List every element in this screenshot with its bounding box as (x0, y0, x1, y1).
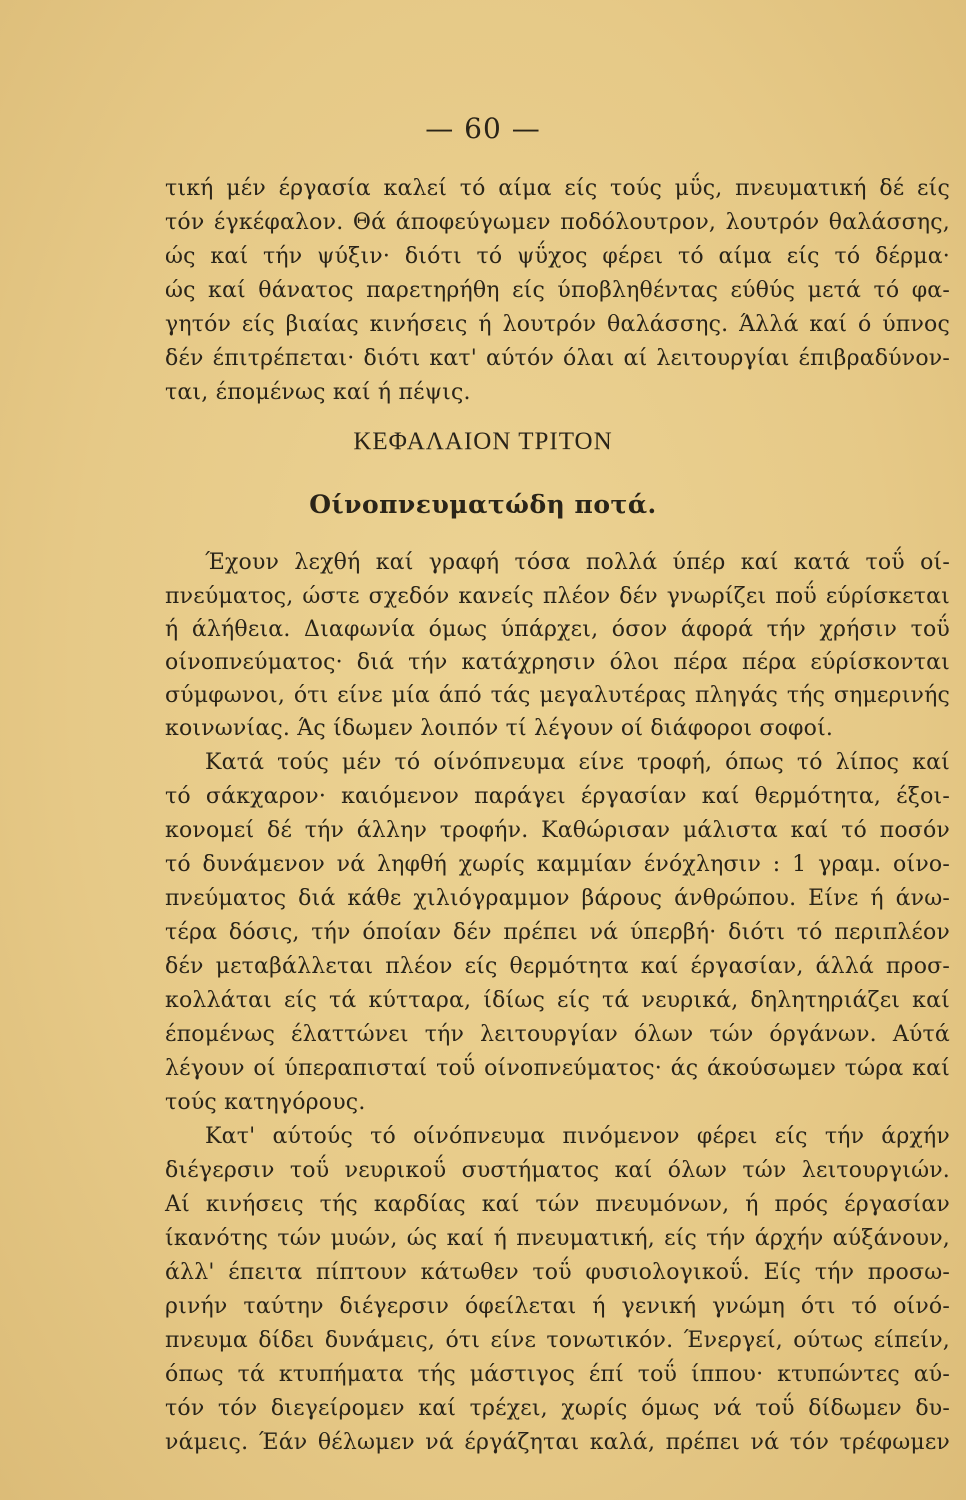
text-line: πνεύματος, ώστε σχεδόν κανείς πλέον δέν γνωρίζει ποΰ εύρίσκεται (165, 584, 950, 609)
text-line: τό δυνάμενον νά ληφθή χωρίς καμμίαν ένόχλησιν : 1 γραμ. οίνο- (165, 852, 950, 877)
section-title: Οίνοπνευματώδη ποτά. (309, 490, 657, 519)
chapter-heading: ΚΕΦΑΛΑΙΟΝ ΤΡΙΤΟΝ (353, 428, 613, 455)
text-line: νάμεις. Έάν θέλωμεν νά έργάζηται καλά, πρέπει νά τόν τρέφωμεν (165, 1430, 950, 1455)
text-line: κονομεί δέ τήν άλλην τροφήν. Καθώρισαν μάλιστα καί τό ποσόν (165, 818, 950, 843)
text-line: Αί κινήσεις τής καρδίας καί τών πνευμόνων, ή πρός έργασίαν (165, 1192, 950, 1217)
text-line: έπομένως έλαττώνει τήν λειτουργίαν όλων τών όργάνων. Αύτά (165, 1022, 950, 1047)
text-line: κολλάται είς τά κύτταρα, ίδίως είς τά νευρικά, δηλητηριάζει καί (165, 988, 950, 1013)
text-line: γητόν είς βιαίας κινήσεις ή λουτρόν θαλάσσης. Άλλά καί ό ύπνος (165, 312, 950, 337)
text-line: πνεύματος διά κάθε χιλιόγραμμον βάρους άνθρώπου. Είνε ή άνω- (165, 886, 950, 911)
text-line: ται, έπομένως καί ή πέψις. (165, 380, 471, 405)
text-line: λέγουν οί ύπεραπισταί τοΰ οίνοπνεύματος· άς άκούσωμεν τώρα καί (165, 1056, 950, 1081)
text-line: ώς καί τήν ψύξιν· διότι τό ψΰχος φέρει τό αίμα είς τό δέρμα· (165, 244, 950, 269)
text-line: τική μέν έργασία καλεί τό αίμα είς τούς μΰς, πνευματική δέ είς (165, 176, 950, 201)
text-line: δέν έπιτρέπεται· διότι κατ' αύτόν όλαι αί λειτουργίαι έπιβραδύνον- (165, 346, 950, 371)
text-line: τόν τόν διεγείρομεν καί τρέχει, χωρίς όμως νά τοΰ δίδωμεν δυ- (165, 1396, 950, 1421)
text-line: ρινήν ταύτην διέγερσιν όφείλεται ή γενική γνώμη ότι τό οίνό- (165, 1294, 950, 1319)
text-line: όπως τά κτυπήματα τής μάστιγος έπί τοΰ ίππου· κτυπώντες αύ- (165, 1362, 950, 1387)
text-line: ή άλήθεια. Διαφωνία όμως ύπάρχει, όσον άφορά τήν χρήσιν τοΰ (165, 617, 950, 642)
text-line: Κατ' αύτούς τό οίνόπνευμα πινόμενον φέρει είς τήν άρχήν (205, 1124, 950, 1149)
text-line: Έχουν λεχθή καί γραφή τόσα πολλά ύπέρ καί κατά τοΰ οί- (205, 550, 950, 575)
text-line: Κατά τούς μέν τό οίνόπνευμα είνε τροφή, όπως τό λίπος καί (205, 750, 950, 775)
text-line: κοινωνίας. Άς ίδωμεν λοιπόν τί λέγουν οί διάφοροι σοφοί. (165, 716, 834, 741)
text-line: δέν μεταβάλλεται πλέον είς θερμότητα καί έργασίαν, άλλά προσ- (165, 954, 950, 979)
text-line: διέγερσιν τοΰ νευρικοΰ συστήματος καί όλων τών λειτουργιών. (165, 1158, 950, 1183)
text-line: σύμφωνοι, ότι είνε μία άπό τάς μεγαλυτέρας πληγάς τής σημερινής (165, 683, 950, 708)
text-line: τό σάκχαρον· καιόμενον παράγει έργασίαν καί θερμότητα, έξοι- (165, 784, 950, 809)
text-line: οίνοπνεύματος· διά τήν κατάχρησιν όλοι πέρα πέρα εύρίσκονται (165, 650, 950, 675)
text-line: τόν έγκέφαλον. Θά άποφεύγωμεν ποδόλουτρον, λουτρόν θαλάσσης, (165, 210, 950, 235)
text-line: ώς καί θάνατος παρετηρήθη είς ύποβληθέντας εύθύς μετά τό φα- (165, 278, 950, 303)
text-line: τέρα δόσις, τήν όποίαν δέν πρέπει νά ύπερβή· διότι τό περιπλέον (165, 920, 950, 945)
text-line: άλλ' έπειτα πίπτουν κάτωθεν τοΰ φυσιολογικοΰ. Είς τήν προσω- (165, 1260, 950, 1285)
text-line: ίκανότης τών μυών, ώς καί ή πνευματική, είς τήν άρχήν αύξάνουν, (165, 1226, 950, 1251)
text-line: πνευμα δίδει δυνάμεις, ότι είνε τονωτικόν. Ένεργεί, ούτως είπείν, (165, 1328, 950, 1353)
page-number: — 60 — (425, 112, 541, 145)
text-line: τούς κατηγόρους. (165, 1090, 366, 1115)
